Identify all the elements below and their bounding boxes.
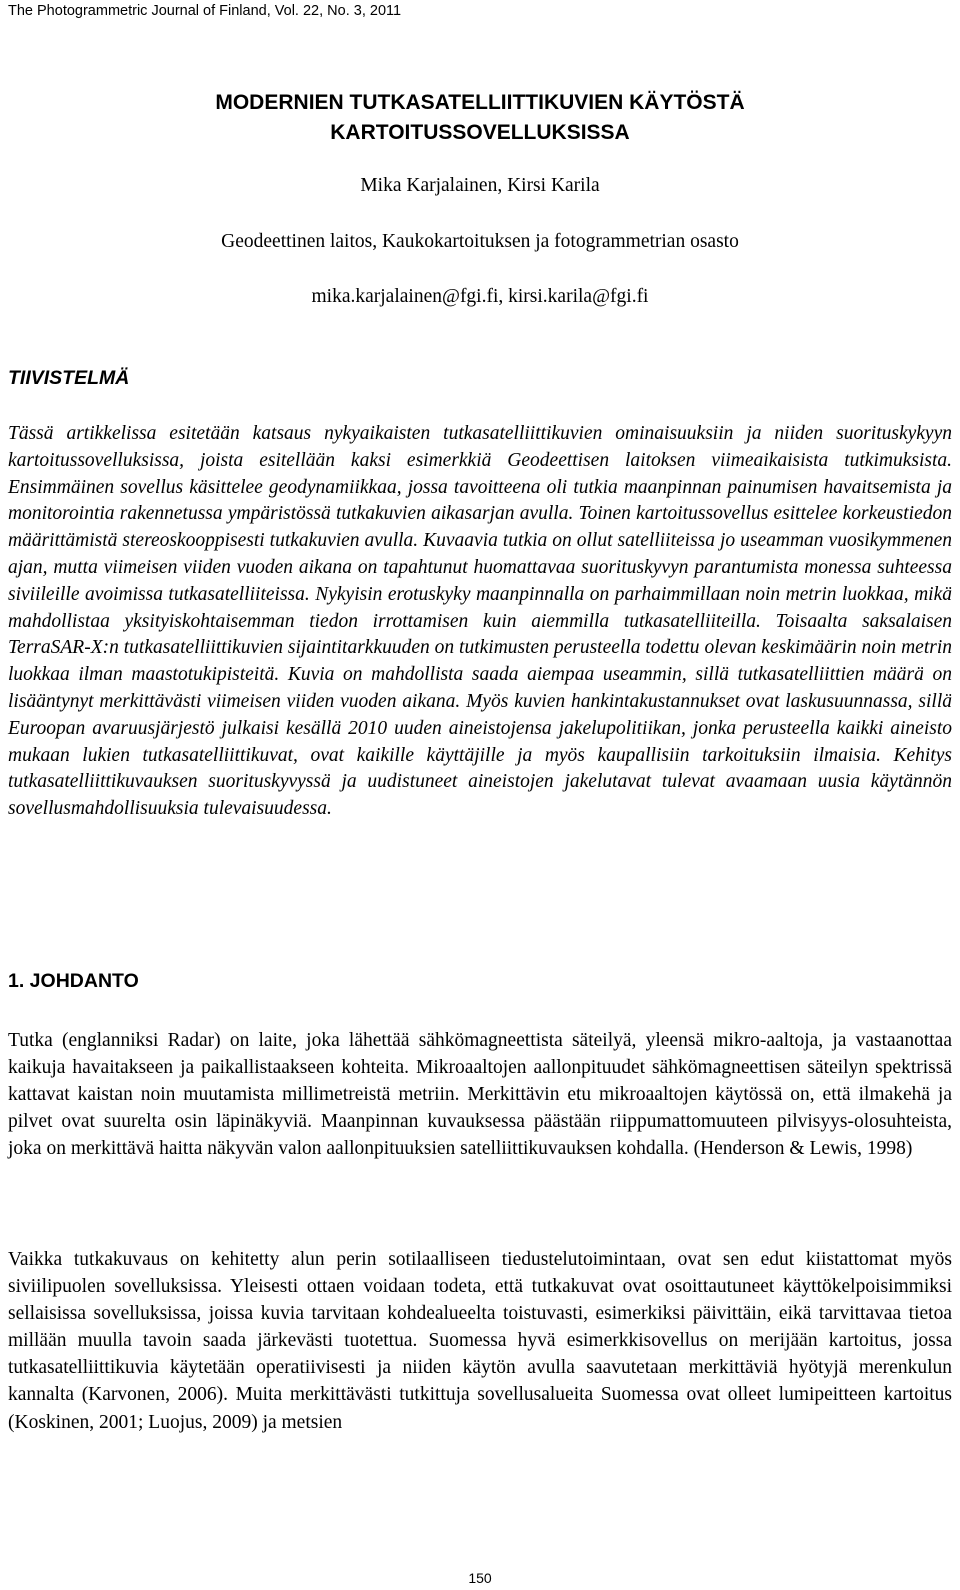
abstract-heading: TIIVISTELMÄ	[8, 367, 130, 389]
intro-paragraph-1: Tutka (englanniksi Radar) on laite, joka lähettää sähkömagneettista säteilyä, yleensä mikro-aaltoja, ja vastaanottaa kaikuja havaitakseen ja paikallistaakseen kohteita. Mikroaaltojen aallonpituudet sähkömagneettisen säteilyn spektrissä kattavat kaistan noin muutamista millimetreistä metriin. Merkittävin etu mikroaaltojen käytössä on, että ilmakehä ja pilvet ovat suurelta osin läpinäkyviä. Maanpinnan kuvauksessa päästään riippumattomuuteen pilvisyys-olosuhteista, joka on merkittävä haitta näkyvän valon aallonpituuksien satelliittikuvauksen kohdalla. (Henderson & Lewis, 1998)	[8, 1030, 952, 1160]
abstract-text: Tässä artikkelissa esitetään katsaus nykyaikaisten tutkasatelliittikuvien ominaisuuksiin ja niiden suorituskykyyn kartoitussovelluksissa, joista esitellään kaksi esimerkkiä Geodeettisen laitoksen viimeaikaisista tutkimuksista. Ensimmäinen sovellus käsittelee geodynamiikkaa, jossa tavoitteena oli tutkia maanpinnan painumisen havaitsemista ja monitorointia rakennetussa ympäristössä tutkakuvien aikasarjan avulla. Toinen kartoitussovellus esittelee korkeustiedon määrittämistä stereoskooppisesti tutkakuvien avulla. Kuvaavia tutkia on ollut satelliiteissa jo useamman vuosikymmenen ajan, mutta viimeisen viiden vuoden aikana on tapahtunut huomattavaa suorituskyvyn parantumista monessa suhteessa siviileille avoimissa tutkasatelliiteissa. Nykyisin erotuskyky maanpinnalla on parhaimmillaan noin metrin luokkaa, mikä mahdollistaa yksityiskohtaisemman tiedon irrottamisen kuin aiemmilla tutkasatelliiteilla. Toisaalta saksalaisen TerraSAR-X:n tutkasatelliittikuvien sijaintitarkkuuden on tutkimusten perusteella todettu olevan keskimäärin noin metrin luokkaa ilman maastotukipisteitä. Kuvia on mahdollista saada aiempaa useammin, sillä tutkasatelliittien määrä on lisääntynyt merkittävästi viimeisen viiden vuoden aikana. Myös kuvien hankintakustannukset ovat laskusuunnassa, sillä Euroopan avaruusjärjestö julkaisi kesällä 2010 uuden aineistojensa jakelupolitiikan, jonka perusteella kaikki aineisto mukaan lukien tutkasatelliittikuvat, ovat kaikille käyttäjille ja myös kaupallisiin tarkoituksiin ilmaisia. Kehitys tutkasatelliittikuvauksen suorituskyvyssä ja uudistuneet aineistojen jakelutavat tulevat avaamaan uusia käytännön sovellusmahdollisuuksia tulevaisuudessa.	[8, 423, 952, 820]
page-number: 150	[468, 1570, 492, 1586]
intro-paragraph-2: Vaikka tutkakuvaus on kehitetty alun perin sotilaalliseen tiedustelutoimintaan, ovat sen edut kiistattomat myös siviilipuolen sovelluksissa. Yleisesti ottaen voidaan todeta, että tutkakuvat ovat osoittautuneet käyttökelpoisimmiksi sellaisissa sovelluksissa, joissa kuvia tarvitaan kohdealueelta toistuvasti, esimerkiksi päivittäin, eikä tarvittavaa tietoa millään muulla tavoin saada järkevästi tuotettua. Suomessa hyvä esimerkkisovellus on merijään kartoitus, jossa tutkasatelliittikuvia käytetään operatiivisesti ja niiden käytön avulla saavutetaan merkittäviä hyötyjä merenkulun kannalta (Karvonen, 2006). Muita merkittävästi tutkittuja sovellusalueita Suomessa ovat olleet lumipeitteen kartoitus (Koskinen, 2001; Luojus, 2009) ja metsien	[8, 1249, 952, 1433]
affiliation: Geodeettinen laitos, Kaukokartoituksen ja fotogrammetrian osasto	[221, 231, 739, 252]
journal-header: The Photogrammetric Journal of Finland, Vol. 22, No. 3, 2011	[8, 3, 402, 19]
section-heading: 1. JOHDANTO	[8, 970, 139, 992]
title-line-2: KARTOITUSSOVELLUKSISSA	[330, 121, 630, 144]
paper-title	[0, 88, 960, 148]
author-emails: mika.karjalainen@fgi.fi, kirsi.karila@fgi.fi	[311, 286, 649, 307]
title-line-1: MODERNIEN TUTKASATELLIITTIKUVIEN KÄYTÖSTÄ	[215, 91, 745, 114]
authors: Mika Karjalainen, Kirsi Karila	[360, 175, 600, 196]
